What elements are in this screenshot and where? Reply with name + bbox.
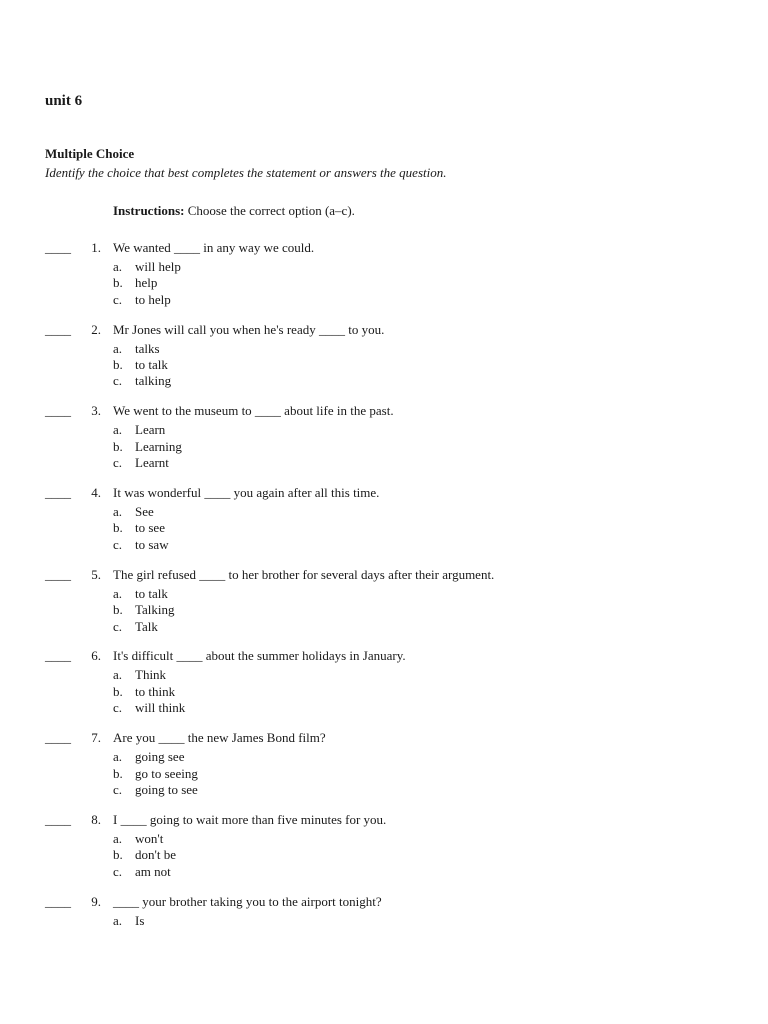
question-number: 6. (91, 648, 101, 664)
answer-option[interactable] (113, 341, 171, 357)
question-text: It's difficult ____ about the summer holidays in January. (113, 648, 406, 664)
option-text: See (135, 504, 154, 520)
question-item (0, 567, 768, 649)
option-list (113, 259, 181, 308)
option-list (113, 831, 176, 880)
option-letter: c. (113, 291, 123, 307)
answer-option[interactable] (113, 520, 169, 536)
option-letter: c. (113, 455, 123, 471)
answer-option[interactable] (113, 913, 144, 929)
option-text: going to see (135, 781, 198, 797)
option-text: to talk (135, 585, 168, 601)
question-item (0, 240, 768, 322)
option-text: talks (135, 340, 160, 356)
answer-option[interactable] (113, 831, 176, 847)
answer-option[interactable] (113, 586, 175, 602)
option-text: will help (135, 259, 181, 274)
option-text: to help (135, 291, 171, 307)
answer-blank[interactable]: ____ (45, 566, 71, 582)
option-letter: a. (113, 422, 123, 438)
option-list (113, 749, 198, 798)
answer-option[interactable] (113, 275, 181, 291)
answer-blank[interactable]: ____ (45, 893, 71, 909)
answer-option[interactable] (113, 602, 175, 618)
instructions-text: Choose the correct option (a–c). (187, 203, 355, 218)
option-text: Learning (135, 438, 182, 454)
option-text: will think (135, 700, 186, 716)
option-letter: a. (113, 830, 123, 846)
answer-option[interactable] (113, 847, 176, 863)
answer-blank[interactable]: ____ (45, 485, 71, 501)
question-item (0, 648, 768, 730)
instructions-label: Instructions: (113, 203, 185, 218)
question-item (0, 403, 768, 485)
option-text: won't (135, 830, 164, 846)
question-text: I ____ going to wait more than five minutes for you. (113, 811, 387, 827)
answer-option[interactable] (113, 749, 198, 765)
option-letter: c. (113, 536, 123, 552)
option-letter: c. (113, 863, 123, 879)
section-subtitle: Identify the choice that best completes the statement or answers the question. (45, 165, 447, 180)
option-list (113, 504, 169, 553)
question-number: 2. (91, 321, 101, 337)
question-item (0, 322, 768, 404)
question-number: 7. (91, 730, 101, 746)
answer-option[interactable] (113, 439, 182, 455)
question-number: 4. (91, 485, 101, 501)
question-list (0, 240, 768, 975)
option-text: to talk (135, 357, 168, 373)
option-letter: b. (113, 357, 123, 373)
question-number: 3. (91, 403, 101, 419)
option-letter: c. (113, 700, 123, 716)
answer-blank[interactable]: ____ (45, 648, 71, 664)
option-text: to think (135, 683, 176, 699)
option-letter: c. (113, 373, 123, 389)
question-item (0, 812, 768, 894)
question-number: 5. (91, 566, 101, 582)
option-letter: b. (113, 847, 123, 863)
option-text: Think (135, 667, 167, 683)
question-text: ____ your brother taking you to the airport tonight? (113, 893, 382, 909)
option-letter: b. (113, 765, 123, 781)
question-item (0, 730, 768, 812)
option-text: to saw (135, 536, 169, 552)
question-item (0, 894, 768, 976)
answer-option[interactable] (113, 667, 185, 683)
option-letter: b. (113, 602, 123, 618)
option-letter: b. (113, 438, 123, 454)
answer-option[interactable] (113, 864, 176, 880)
option-text: am not (135, 863, 171, 879)
question-text: It was wonderful ____ you again after all this time. (113, 485, 380, 501)
option-text: going see (135, 749, 185, 765)
option-text: to see (135, 520, 165, 536)
option-text: talking (135, 373, 172, 389)
option-text: don't be (135, 847, 176, 863)
option-list (113, 667, 185, 716)
answer-option[interactable] (113, 619, 175, 635)
answer-option[interactable] (113, 455, 182, 471)
question-text: We went to the museum to ____ about life in the past. (113, 403, 394, 419)
option-text: Talk (135, 618, 158, 634)
option-letter: a. (113, 749, 123, 765)
option-letter: b. (113, 520, 123, 536)
option-letter: a. (113, 504, 123, 520)
question-number: 8. (91, 811, 101, 827)
answer-blank[interactable]: ____ (45, 811, 71, 827)
answer-option[interactable] (113, 259, 181, 275)
answer-option[interactable] (113, 422, 182, 438)
option-letter: c. (113, 781, 123, 797)
option-text: help (135, 275, 158, 291)
option-letter: a. (113, 259, 123, 274)
answer-blank[interactable]: ____ (45, 240, 71, 255)
unit-title: unit 6 (45, 93, 83, 109)
question-text: The girl refused ____ to her brother for several days after their argument. (113, 566, 495, 582)
option-letter: c. (113, 618, 123, 634)
question-number: 9. (91, 893, 101, 909)
answer-option[interactable] (113, 782, 198, 798)
answer-option[interactable] (113, 357, 171, 373)
question-number: 1. (91, 240, 101, 255)
option-list (113, 422, 182, 471)
option-text: Talking (135, 602, 175, 618)
instructions (113, 203, 355, 219)
option-letter: a. (113, 912, 123, 928)
option-list (113, 586, 175, 635)
answer-option[interactable] (113, 766, 198, 782)
answer-blank[interactable]: ____ (45, 730, 71, 746)
answer-blank[interactable]: ____ (45, 321, 71, 337)
answer-option[interactable] (113, 537, 169, 553)
option-letter: a. (113, 585, 123, 601)
option-letter: b. (113, 275, 123, 291)
option-letter: a. (113, 340, 123, 356)
section-heading: Multiple Choice (45, 146, 135, 161)
question-text: Are you ____ the new James Bond film? (113, 730, 326, 746)
option-text: go to seeing (135, 765, 198, 781)
answer-option[interactable] (113, 700, 185, 716)
answer-blank[interactable]: ____ (45, 403, 71, 419)
option-letter: b. (113, 683, 123, 699)
option-text: Learn (135, 422, 166, 438)
answer-option[interactable] (113, 292, 181, 308)
answer-option[interactable] (113, 504, 169, 520)
answer-option[interactable] (113, 373, 171, 389)
option-text: Learnt (135, 455, 169, 471)
answer-option[interactable] (113, 684, 185, 700)
question-item (0, 485, 768, 567)
question-text: Mr Jones will call you when he's ready ____ to you. (113, 321, 385, 337)
option-list (113, 341, 171, 390)
option-text: Is (135, 912, 145, 928)
question-text: We wanted ____ in any way we could. (113, 240, 315, 255)
option-letter: a. (113, 667, 123, 683)
option-list (113, 913, 144, 929)
